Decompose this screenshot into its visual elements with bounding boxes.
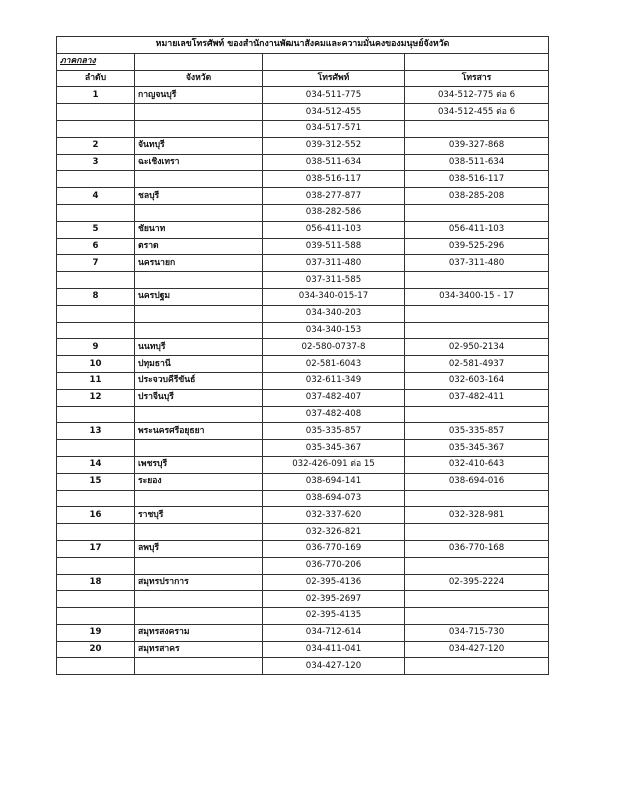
cell-province: เพชรบุรี: [135, 456, 263, 473]
table-row: [57, 87, 549, 104]
table-row: [57, 255, 549, 272]
cell-fax: 02-950-2134: [405, 339, 549, 356]
cell-fax: [405, 322, 549, 339]
cell-tel: 056-411-103: [263, 221, 405, 238]
cell-fax: 037-482-411: [405, 389, 549, 406]
cell-fax: [405, 204, 549, 221]
cell-fax: 056-411-103: [405, 221, 549, 238]
table-row: [57, 658, 549, 675]
cell-fax: 038-516-117: [405, 171, 549, 188]
cell-no: 4: [57, 188, 135, 205]
cell-no: 9: [57, 339, 135, 356]
cell-tel: 037-482-407: [263, 389, 405, 406]
cell-fax: 034-3400-15 - 17: [405, 288, 549, 305]
cell-no: 20: [57, 641, 135, 658]
cell-no: 19: [57, 624, 135, 641]
table-row: [57, 507, 549, 524]
table-row: [57, 137, 549, 154]
cell-fax: 034-512-775 ต่อ 6: [405, 87, 549, 104]
cell-fax: 034-427-120: [405, 641, 549, 658]
cell-no: 8: [57, 288, 135, 305]
cell-province: [135, 322, 263, 339]
cell-tel: 034-340-153: [263, 322, 405, 339]
cell-province: [135, 440, 263, 457]
cell-fax: 034-512-455 ต่อ 6: [405, 104, 549, 121]
cell-fax: [405, 524, 549, 541]
cell-fax: [405, 305, 549, 322]
header-tel: โทรศัพท์: [263, 70, 405, 87]
cell-province: สมุทรสาคร: [135, 641, 263, 658]
cell-province: [135, 305, 263, 322]
cell-tel: 038-277-877: [263, 188, 405, 205]
cell-province: ราชบุรี: [135, 507, 263, 524]
table-row: [57, 406, 549, 423]
cell-province: ประจวบคีรีขันธ์: [135, 372, 263, 389]
cell-tel: 038-694-073: [263, 490, 405, 507]
cell-no: [57, 305, 135, 322]
cell-no: [57, 120, 135, 137]
table-row: [57, 221, 549, 238]
cell-no: 2: [57, 137, 135, 154]
region-label: ภาคกลาง: [57, 53, 135, 70]
table-row: [57, 456, 549, 473]
cell-tel: 035-345-367: [263, 440, 405, 457]
table-row: [57, 423, 549, 440]
table-row: [57, 608, 549, 625]
cell-tel: 039-511-588: [263, 238, 405, 255]
cell-fax: 039-327-868: [405, 137, 549, 154]
table-row: [57, 356, 549, 373]
cell-tel: 02-395-2697: [263, 591, 405, 608]
cell-tel: 032-337-620: [263, 507, 405, 524]
cell-province: นครนายก: [135, 255, 263, 272]
cell-no: 15: [57, 473, 135, 490]
cell-no: 12: [57, 389, 135, 406]
table-row: [57, 574, 549, 591]
cell-no: 3: [57, 154, 135, 171]
cell-fax: 039-525-296: [405, 238, 549, 255]
table-row: [57, 624, 549, 641]
cell-no: 13: [57, 423, 135, 440]
table-row: [57, 154, 549, 171]
cell-tel: 039-312-552: [263, 137, 405, 154]
cell-fax: [405, 406, 549, 423]
table-row: [57, 339, 549, 356]
cell-tel: 034-517-571: [263, 120, 405, 137]
cell-tel: 034-340-203: [263, 305, 405, 322]
cell-tel: 035-335-857: [263, 423, 405, 440]
cell-province: [135, 490, 263, 507]
cell-province: สมุทรสงคราม: [135, 624, 263, 641]
header-no: ลำดับ: [57, 70, 135, 87]
cell-no: 1: [57, 87, 135, 104]
table-row: [57, 490, 549, 507]
cell-tel: 032-611-349: [263, 372, 405, 389]
cell-no: 7: [57, 255, 135, 272]
table-row: [57, 473, 549, 490]
document-title: หมายเลขโทรศัพท์ ของสำนักงานพัฒนาสังคมและความมั่นคงของมนุษย์จังหวัด: [57, 37, 549, 54]
cell-tel: 034-712-614: [263, 624, 405, 641]
cell-fax: 032-328-981: [405, 507, 549, 524]
cell-province: สมุทรปราการ: [135, 574, 263, 591]
cell-no: [57, 440, 135, 457]
cell-no: [57, 557, 135, 574]
cell-province: ระยอง: [135, 473, 263, 490]
cell-tel: 032-326-821: [263, 524, 405, 541]
table-row: [57, 389, 549, 406]
cell-fax: [405, 591, 549, 608]
table-row: [57, 440, 549, 457]
cell-no: [57, 104, 135, 121]
cell-province: [135, 524, 263, 541]
cell-fax: 038-511-634: [405, 154, 549, 171]
cell-no: [57, 272, 135, 289]
cell-no: 14: [57, 456, 135, 473]
cell-tel: 034-512-455: [263, 104, 405, 121]
table-row: [57, 524, 549, 541]
cell-fax: [405, 120, 549, 137]
cell-no: 10: [57, 356, 135, 373]
cell-province: [135, 272, 263, 289]
cell-tel: 038-511-634: [263, 154, 405, 171]
cell-province: ตราด: [135, 238, 263, 255]
cell-province: ชัยนาท: [135, 221, 263, 238]
cell-province: [135, 120, 263, 137]
cell-province: [135, 658, 263, 675]
cell-fax: 032-603-164: [405, 372, 549, 389]
cell-tel: 037-311-585: [263, 272, 405, 289]
table-row: [57, 204, 549, 221]
cell-province: กาญจนบุรี: [135, 87, 263, 104]
table-row: [57, 120, 549, 137]
cell-no: 6: [57, 238, 135, 255]
cell-fax: [405, 272, 549, 289]
cell-tel: 02-580-0737-8: [263, 339, 405, 356]
cell-province: พระนครศรีอยุธยา: [135, 423, 263, 440]
cell-fax: 037-311-480: [405, 255, 549, 272]
cell-fax: 036-770-168: [405, 540, 549, 557]
cell-province: [135, 204, 263, 221]
cell-no: [57, 490, 135, 507]
table-row: [57, 272, 549, 289]
cell-province: [135, 591, 263, 608]
table-row: [57, 288, 549, 305]
cell-tel: 032-426-091 ต่อ 15: [263, 456, 405, 473]
cell-tel: 034-427-120: [263, 658, 405, 675]
cell-tel: 034-411-041: [263, 641, 405, 658]
region-row: [57, 53, 549, 70]
table-row: [57, 322, 549, 339]
cell-province: ปราจีนบุรี: [135, 389, 263, 406]
cell-no: [57, 658, 135, 675]
cell-tel: 02-395-4136: [263, 574, 405, 591]
cell-no: [57, 204, 135, 221]
cell-fax: 032-410-643: [405, 456, 549, 473]
cell-no: [57, 322, 135, 339]
cell-province: นนทบุรี: [135, 339, 263, 356]
cell-tel: 038-516-117: [263, 171, 405, 188]
cell-tel: 036-770-206: [263, 557, 405, 574]
title-row: [57, 37, 549, 54]
cell-no: 5: [57, 221, 135, 238]
cell-fax: [405, 490, 549, 507]
cell-province: นครปฐม: [135, 288, 263, 305]
cell-tel: 037-311-480: [263, 255, 405, 272]
cell-fax: 038-285-208: [405, 188, 549, 205]
cell-province: ชลบุรี: [135, 188, 263, 205]
cell-province: ปทุมธานี: [135, 356, 263, 373]
cell-province: [135, 406, 263, 423]
cell-tel: 02-395-4135: [263, 608, 405, 625]
cell-province: [135, 557, 263, 574]
table-row: [57, 188, 549, 205]
cell-no: 18: [57, 574, 135, 591]
cell-fax: [405, 658, 549, 675]
cell-no: [57, 171, 135, 188]
cell-province: [135, 171, 263, 188]
cell-tel: 037-482-408: [263, 406, 405, 423]
cell-no: [57, 591, 135, 608]
header-province: จังหวัด: [135, 70, 263, 87]
table-row: [57, 591, 549, 608]
table-row: [57, 305, 549, 322]
cell-no: 17: [57, 540, 135, 557]
cell-province: ฉะเชิงเทรา: [135, 154, 263, 171]
cell-tel: 034-340-015-17: [263, 288, 405, 305]
table-row: [57, 238, 549, 255]
cell-no: 11: [57, 372, 135, 389]
table-row: [57, 372, 549, 389]
cell-no: 16: [57, 507, 135, 524]
cell-no: [57, 524, 135, 541]
cell-fax: 035-345-367: [405, 440, 549, 457]
cell-fax: 02-581-4937: [405, 356, 549, 373]
cell-no: [57, 406, 135, 423]
cell-province: จันทบุรี: [135, 137, 263, 154]
cell-fax: [405, 608, 549, 625]
table-row: [57, 540, 549, 557]
cell-fax: 034-715-730: [405, 624, 549, 641]
cell-fax: 035-335-857: [405, 423, 549, 440]
cell-tel: 02-581-6043: [263, 356, 405, 373]
cell-tel: 036-770-169: [263, 540, 405, 557]
header-fax: โทรสาร: [405, 70, 549, 87]
cell-fax: 02-395-2224: [405, 574, 549, 591]
table-row: [57, 171, 549, 188]
table-row: [57, 104, 549, 121]
table-row: [57, 557, 549, 574]
cell-no: [57, 608, 135, 625]
header-row: [57, 70, 549, 87]
cell-province: [135, 608, 263, 625]
cell-fax: [405, 557, 549, 574]
page-bottom-margin: [0, 790, 643, 800]
phone-directory-table: [56, 36, 549, 675]
cell-fax: 038-694-016: [405, 473, 549, 490]
cell-tel: 034-511-775: [263, 87, 405, 104]
cell-tel: 038-282-586: [263, 204, 405, 221]
cell-tel: 038-694-141: [263, 473, 405, 490]
cell-province: [135, 104, 263, 121]
cell-province: ลพบุรี: [135, 540, 263, 557]
table-row: [57, 641, 549, 658]
